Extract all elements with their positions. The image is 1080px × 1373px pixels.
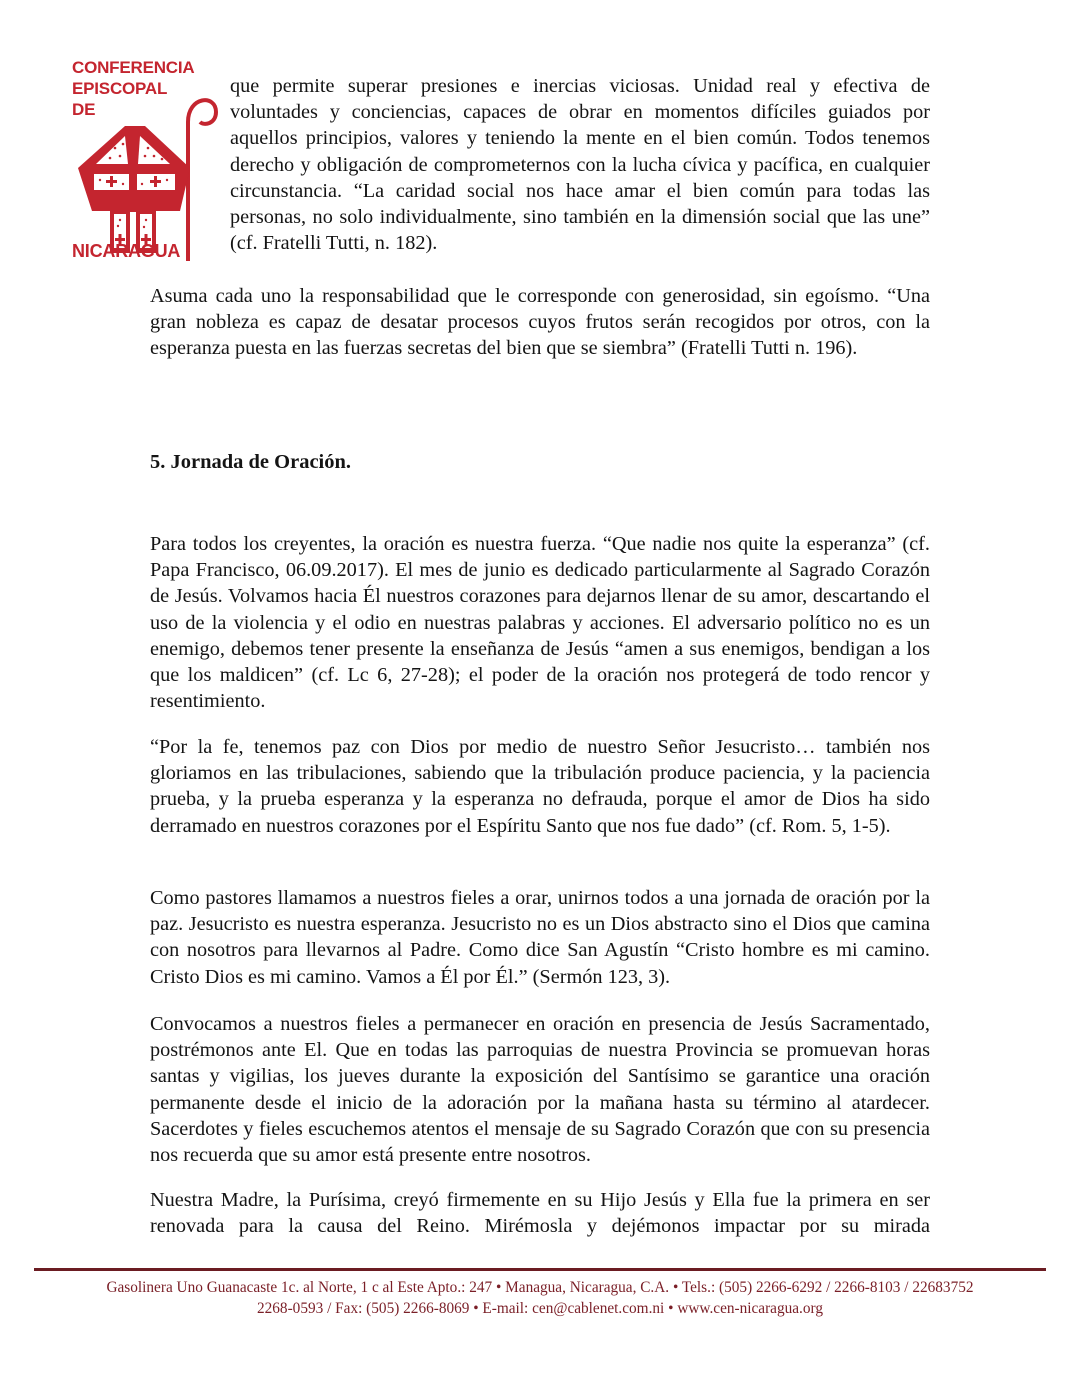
- paragraph-mother: Nuestra Madre, la Purísima, creyó firmemente en su Hijo Jesús y Ella fue la primera en ser renovada para la causa del Reino. Mirémosla y dejémonos impactar por su mirada: [150, 1189, 930, 1238]
- footer-email-link[interactable]: cen@cablenet.com.ni: [532, 1300, 665, 1317]
- paragraph-intro: que permite superar presiones e inercias viciosas. Unidad real y efectiva de voluntades y conciencias, capaces de obrar en momentos difíciles guiados por aquellos principios, valores y teniendo la mente en el bien común. Todos tenemos derecho y obligación de comprometernos con la lucha cívica y pacífica, en cualquier circunstancia. “La caridad social nos hace amar el bien común para todas las personas, no solo individualmente, sino también en la dimensión social que las une” (cf. Fratelli Tutti, n. 182).: [230, 75, 930, 255]
- footer-fax: 2268-0593 / Fax: (505) 2266-8069 • E-mail:: [256, 1300, 533, 1317]
- footer-contact: [0, 1299, 1080, 1319]
- section-heading: 5. Jornada de Oración.: [150, 451, 352, 473]
- footer-separator: •: [664, 1300, 678, 1317]
- logo-text-line1: CONFERENCIA: [72, 58, 195, 77]
- footer-divider: [34, 1268, 1046, 1271]
- paragraph-convocation: Convocamos a nuestros fieles a permanecer en oración en presencia de Jesús Sacramentado, postrémonos ante El. Que en todas las parroquias de nuestra Provincia se promuevan horas santas y vigilias, los jueves durante la exposición del Santísimo se garantice una oración permanente desde el inicio de la adoración por la mañana hasta su término al atardecer. Sacerdotes y fieles escuchemos atentos el mensaje de su Sagrado Corazón que con su presencia nos recuerda que su amor está presente entre nosotros.: [150, 1013, 930, 1167]
- paragraph-pastors: Como pastores llamamos a nuestros fieles a orar, unirnos todos a una jornada de oración por la paz. Jesucristo es nuestra esperanza. Jesucristo no es un Dios abstracto sino el Dios que camina con nosotros para llevarnos al Padre. Como dice San Agustín “Cristo hombre es mi camino. Cristo Dios es mi camino. Vamos a Él por Él.” (Sermón 123, 3).: [150, 887, 930, 988]
- paragraph-romans: “Por la fe, tenemos paz con Dios por medio de nuestro Señor Jesucristo… también nos gloriamos en las tribulaciones, sabiendo que la tribulación produce paciencia, y la paciencia prueba, y la prueba esperanza y la esperanza no defrauda, porque el amor de Dios ha sido derramado en nuestros corazones por el Espíritu Santo que nos fue dado” (cf. Rom. 5, 1-5).: [150, 736, 930, 837]
- footer-website-link[interactable]: www.cen-nicaragua.org: [677, 1300, 823, 1317]
- conference-logo: [70, 56, 220, 266]
- paragraph-prayer-strength: Para todos los creyentes, la oración es nuestra fuerza. “Que nadie nos quite la esperanza” (cf. Papa Francisco, 06.09.2017). El mes de junio es dedicado particularmente al Sagrado Corazón de Jesús. Volvamos hacia Él nuestros corazones para dejarnos llenar de su amor, descartando el uso de la violencia y el odio en nuestras palabras y acciones. El adversario político no es un enemigo, debemos tener presente la enseñanza de Jesús “amen a sus enemigos, bendigan a los que los maldicen” (cf. Lc 6, 27-28); el poder de la oración nos protegerá de todo rencor y resentimiento.: [150, 533, 930, 713]
- logo-text-line2: EPISCOPAL: [72, 79, 168, 98]
- paragraph-responsibility: Asuma cada uno la responsabilidad que le corresponde con generosidad, sin egoísmo. “Una gran nobleza es capaz de desatar procesos cuyos frutos serán recogidos por otros, con la esperanza puesta en las fuerzas secretas del bien que se siembra” (Fratelli Tutti n. 196).: [150, 285, 930, 360]
- logo-text-line3: DE: [72, 100, 96, 119]
- logo-text-line4: NICARAGUA: [72, 241, 181, 261]
- footer-address: Gasolinera Uno Guanacaste 1c. al Norte, 1 c al Este Apto.: 247 • Managua, Nicaragua, C.A. • Tels.: (505) 2266-6292 / 2266-8103 / 22683752: [106, 1279, 974, 1296]
